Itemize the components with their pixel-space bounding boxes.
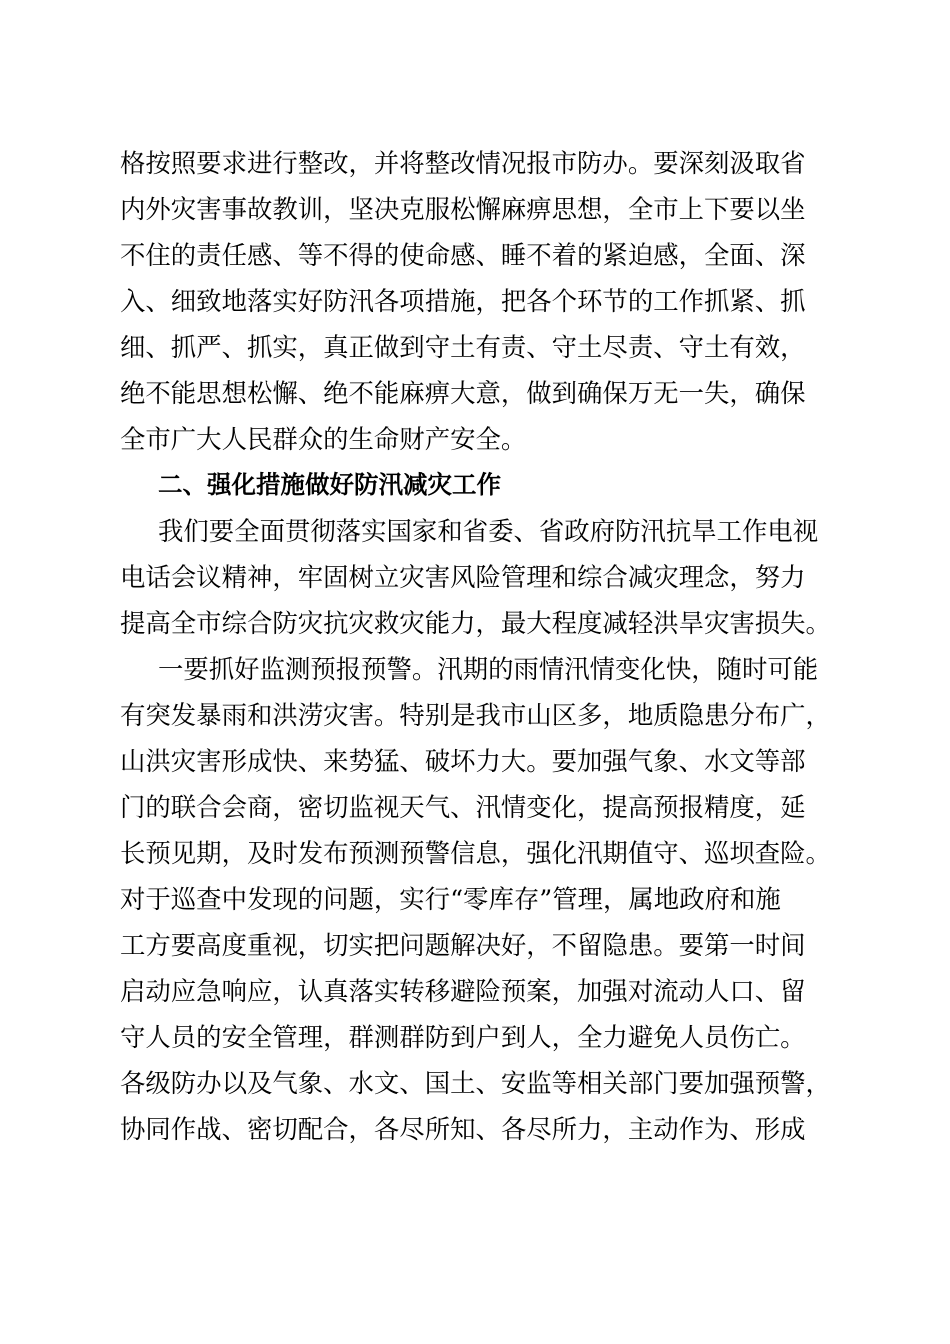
body-line-text: 我们要全面贯彻落实国家和省委、省政府防汛抗旱工作电视 — [158, 516, 819, 546]
body-line: 不住的责任感、等不得的使命感、睡不着的紧迫感，全面、深 — [120, 240, 806, 270]
body-line: 门的联合会商，密切监视天气、汛情变化，提高预报精度，延 — [120, 792, 806, 822]
paragraph-first-line — [120, 508, 840, 554]
body-line: 山洪灾害形成快、来势猛、破坏力大。要加强气象、水文等部 — [120, 746, 806, 776]
paragraph-first-line — [120, 646, 840, 692]
body-line: 有突发暴雨和洪涝灾害。特别是我市山区多，地质隐患分布广， — [120, 700, 831, 730]
body-line-text: 一要抓好监测预报预警。汛期的雨情汛情变化快，随时可能 — [158, 654, 819, 684]
body-line: 绝不能思想松懈、绝不能麻痹大意，做到确保万无一失，确保 — [120, 378, 806, 408]
body-line: 工方要高度重视，切实把问题解决好，不留隐患。要第一时间 — [120, 930, 806, 960]
body-line: 入、细致地落实好防汛各项措施，把各个环节的工作抓紧、抓 — [120, 286, 806, 316]
body-line: 启动应急响应，认真落实转移避险预案，加强对流动人口、留 — [120, 976, 806, 1006]
section-heading-text: 二、强化措施做好防汛减灾工作 — [158, 470, 501, 499]
section-heading — [120, 462, 840, 508]
body-line: 电话会议精神，牢固树立灾害风险管理和综合减灾理念，努力 — [120, 562, 806, 592]
body-line: 各级防办以及气象、水文、国土、安监等相关部门要加强预警， — [120, 1068, 831, 1098]
body-line: 细、抓严、抓实，真正做到守土有责、守土尽责、守土有效， — [120, 332, 806, 362]
body-line: 格按照要求进行整改，并将整改情况报市防办。要深刻汲取省 — [120, 148, 806, 178]
body-line: 提高全市综合防灾抗灾救灾能力，最大程度减轻洪旱灾害损失。 — [120, 608, 831, 638]
body-line: 对于巡查中发现的问题，实行“零库存”管理，属地政府和施 — [120, 884, 781, 914]
body-line: 内外灾害事故教训，坚决克服松懈麻痹思想，全市上下要以坐 — [120, 194, 806, 224]
body-line: 长预见期，及时发布预测预警信息，强化汛期值守、巡坝查险。 — [120, 838, 831, 868]
document-body — [120, 140, 840, 1152]
body-line: 守人员的安全管理，群测群防到户到人，全力避免人员伤亡。 — [120, 1022, 806, 1052]
body-line: 协同作战、密切配合，各尽所知、各尽所力，主动作为、形成 — [120, 1114, 806, 1144]
body-line: 全市广大人民群众的生命财产安全。 — [120, 424, 527, 454]
